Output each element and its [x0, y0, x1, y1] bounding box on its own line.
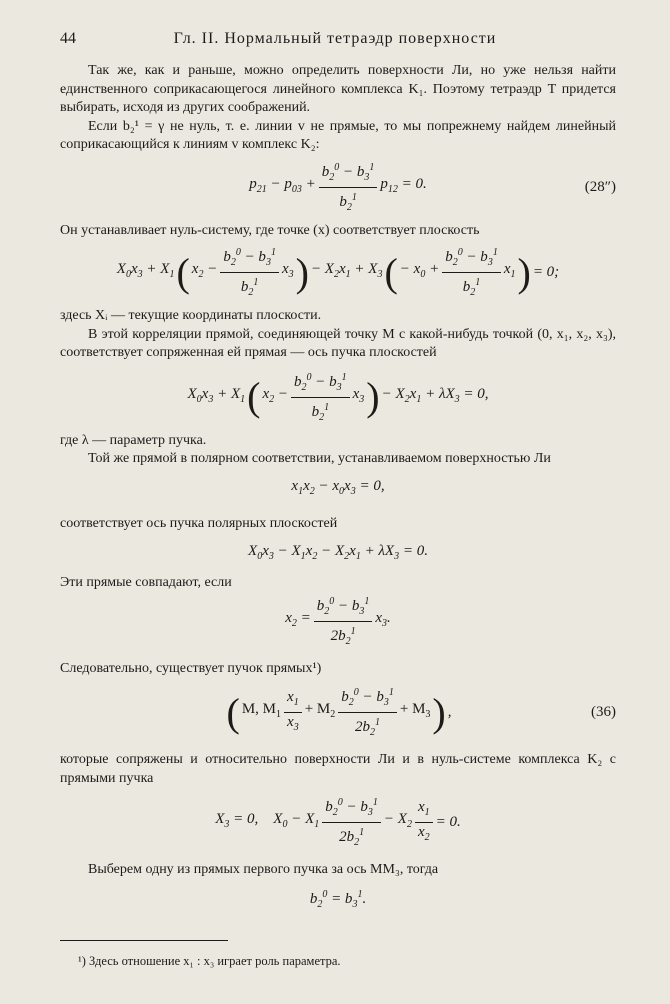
equation-number-36: (36): [591, 704, 616, 721]
page-number: 44: [60, 30, 76, 47]
paragraph-8: соответствует ось пучка полярных плоскостей: [60, 516, 338, 531]
equation-28pp: $p_{21} - p_{03}$ + $\frac{b_2^0 - b_3^1}{b_2^1}$ $p_{12} = 0$. (28″): [60, 159, 616, 216]
paragraph-5: В этой корреляции прямой, соединяющей точку M с какой-нибудь точкой (0, x₁, x₂, x₃), соответствует сопряженная ей прямая — ось пучка плоскостей: [60, 326, 616, 360]
chapter-title: Гл. II. Нормальный тетраэдр поверхности: [173, 30, 497, 47]
paragraph-12: Выберем одну из прямых первого пучка за ось MM₃, тогда: [88, 862, 439, 877]
equation-lie-surface: $x_1x_2 - x_0x_3 = 0$,: [291, 477, 385, 497]
equation-coincide: $x_2$ = $\frac{b_2^0 - b_3^1}{2b_2^1}$ $x_3$.: [60, 593, 616, 650]
equation-polar-planes: $X_0x_3 - X_1x_2 - X_2x_1 + \lambda X_3 = 0$.: [248, 542, 428, 562]
paragraph-6: где λ — параметр пучка.: [60, 432, 207, 448]
paragraph-9: Эти прямые совпадают, если: [60, 575, 232, 590]
paragraph-10: Следовательно, существует пучок прямых¹): [60, 660, 322, 676]
equation-conjugate-pencil: $X_3 = 0$, $X_0 - X_1$ $b_2^0 - b_3^1$ $2b_2^1$ − $X_2$ $\frac{x_1}{x_2}$ = 0.: [60, 794, 616, 851]
paragraph-11: которые сопряжены и относительно поверхности Ли и в нуль-системе комплекса K₂ с прямыми пучка: [60, 752, 616, 786]
paragraph-4: здесь Xᵢ — текущие координаты плоскости.: [60, 308, 322, 323]
equation-36: ( M, $M_1$ $x_1$ $x_3$ + $M_2$ $b_2^0 - b_3^1$ $2b_2^1$ + $M_3$ ) , (36): [60, 684, 616, 741]
equation-number-28pp: (28″): [584, 178, 616, 195]
equation-final: $b_2^0 = b_3^1$.: [309, 888, 367, 910]
footnote-rule: [60, 940, 228, 941]
equation-plane: $X_0x_3 + X_1$ ( $x_2$ − $\frac{b_2^0 - b_3^1}{b_2^1}$ $x_3$ ) − $X_2x_1 + X_3$ ( − $x_0$ + $\frac{b_2^0 - b_3^1}{b_2^1}$ $x_1$ ) = 0;: [60, 244, 616, 301]
page-body: [60, 62, 616, 914]
equation-pencil-axis: $X_0x_3 + X_1$ ( $x_2$ − $\frac{b_2^0 - b_3^1}{b_2^1}$ $x_3$ ) − $X_2x_1 + \lambda X_3 = 0$,: [60, 369, 616, 426]
footnote: ¹) Здесь отношение x₁ : x₃ играет роль параметра.: [78, 954, 341, 968]
running-header: [60, 30, 610, 54]
paragraph-2: Если b₂¹ = γ не нуль, т. е. линии v не прямые, то мы попрежнему найдем линейный соприкасающийся к линиям v комплекс K₂:: [60, 118, 616, 152]
paragraph-1: Так же, как и раньше, можно определить поверхности Ли, но уже нельзя найти единственного соприкасающегося линейного комплекса K₁. Поэтому тетраэдр T придется выбирать, исходя из других соображений.: [60, 63, 616, 115]
paragraph-7: Той же прямой в полярном соответствии, устанавливаемом поверхностью Ли: [88, 451, 551, 466]
paragraph-3: Он устанавливает нуль-систему, где точке (x) соответствует плоскость: [60, 222, 480, 238]
